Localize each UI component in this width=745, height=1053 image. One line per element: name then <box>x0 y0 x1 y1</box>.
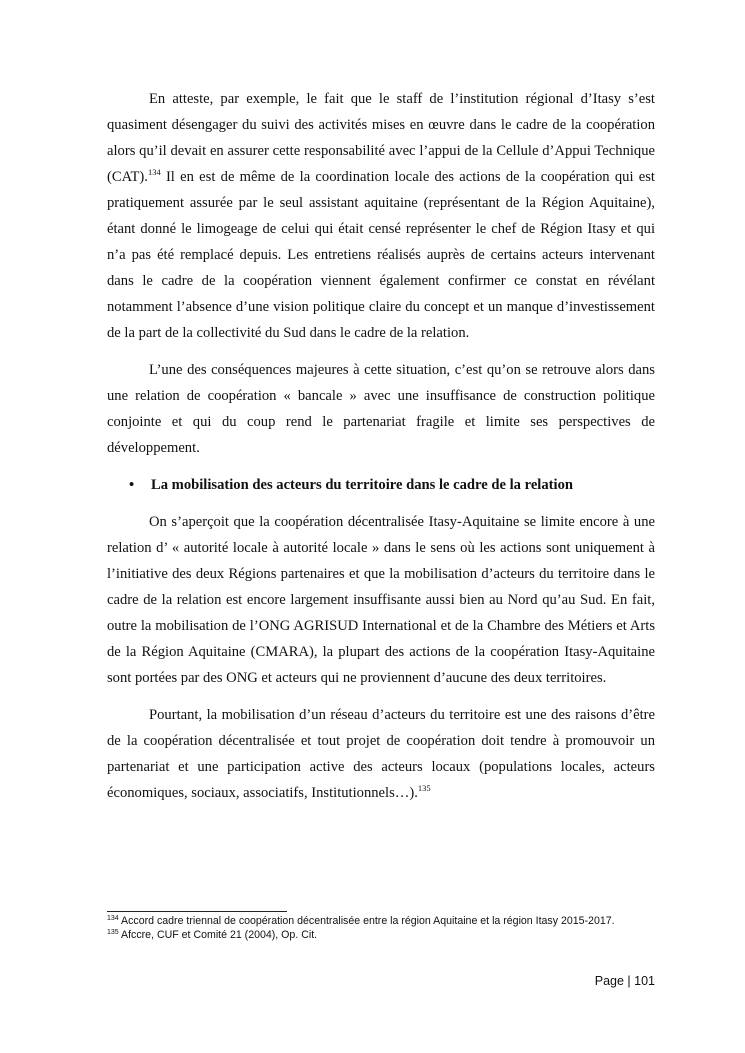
footnotes <box>107 914 655 942</box>
paragraph-4 <box>107 702 655 806</box>
footnote-number: 134 <box>107 915 119 922</box>
paragraph-2: L’une des conséquences majeures à cette situation, c’est qu’on se retrouve alors dans une relation de coopération « bancale » avec une insuffisance de construction politique conjointe et qui du coup rend le partenariat fragile et limite ses perspectives de développement. <box>107 362 655 456</box>
paragraph-1-text-a: En atteste, par exemple, le fait que le staff de l’institution régional d’Itasy s’est quasiment désengager du suivi des activités mises en œuvre dans le cadre de la coopération alors qu’il devait en assurer cette responsabilité avec l’appui de la Cellule d’Appui Technique (CAT). <box>107 91 655 185</box>
footnote-number: 135 <box>107 929 119 936</box>
paragraph-1-text-b: Il en est de même de la coordination locale des actions de la coopération qui est pratiquement assurée par le seul assistant aquitaine (représentant de la Région Aquitaine), étant donné le limogeage de celui qui était censé représenter le chef de Région Itasy et qui n’a pas été remplacé depuis. Les entretiens réalisés auprès de certains acteurs intervenant dans le cadre de la coopération viennent également confirmer ce constat en révélant notamment l’absence d’une vision politique claire du concept et un manque d’investissement de la part de la collectivité du Sud dans le cadre de la relation. <box>107 169 655 341</box>
section-heading-text: La mobilisation des acteurs du territoire dans le cadre de la relation <box>151 477 573 493</box>
section-heading <box>107 472 655 498</box>
footnote-text: Afccre, CUF et Comité 21 (2004), Op. Cit. <box>118 929 318 941</box>
body-text <box>107 86 655 817</box>
page-number: Page | 101 <box>594 974 655 988</box>
footnote-text: Accord cadre triennal de coopération décentralisée entre la région Aquitaine et la région Itasy 2015-2017. <box>118 915 615 927</box>
paragraph-4-text: Pourtant, la mobilisation d’un réseau d’acteurs du territoire est une des raisons d’être de la coopération décentralisée et tout projet de coopération doit tendre à promouvoir un partenariat et une participation active des acteurs locaux (populations locales, acteurs économiques, sociaux, associatifs, Institutionnels…). <box>107 707 655 801</box>
footnote-134 <box>107 914 655 928</box>
footnote-ref-135: 135 <box>417 783 431 793</box>
bullet-icon: • <box>129 477 135 493</box>
footnote-135 <box>107 928 655 942</box>
footnote-divider <box>107 911 287 912</box>
paragraph-3: On s’aperçoit que la coopération décentralisée Itasy-Aquitaine se limite encore à une relation d’ « autorité locale à autorité locale » dans le sens où les actions sont uniquement à l’initiative des deux Régions partenaires et que la mobilisation d’acteurs du territoire dans le cadre de la relation est encore largement insuffisante aussi bien au Nord qu’au Sud. En fait, outre la mobilisation de l’ONG AGRISUD International et de la Chambre des Métiers et Arts de la Région Aquitaine (CMARA), la plupart des actions de la coopération Itasy-Aquitaine sont portées par des ONG et acteurs qui ne proviennent d’aucune des deux territoires. <box>107 514 655 686</box>
paragraph-1 <box>107 86 655 346</box>
footnote-ref-134: 134 <box>147 167 161 177</box>
